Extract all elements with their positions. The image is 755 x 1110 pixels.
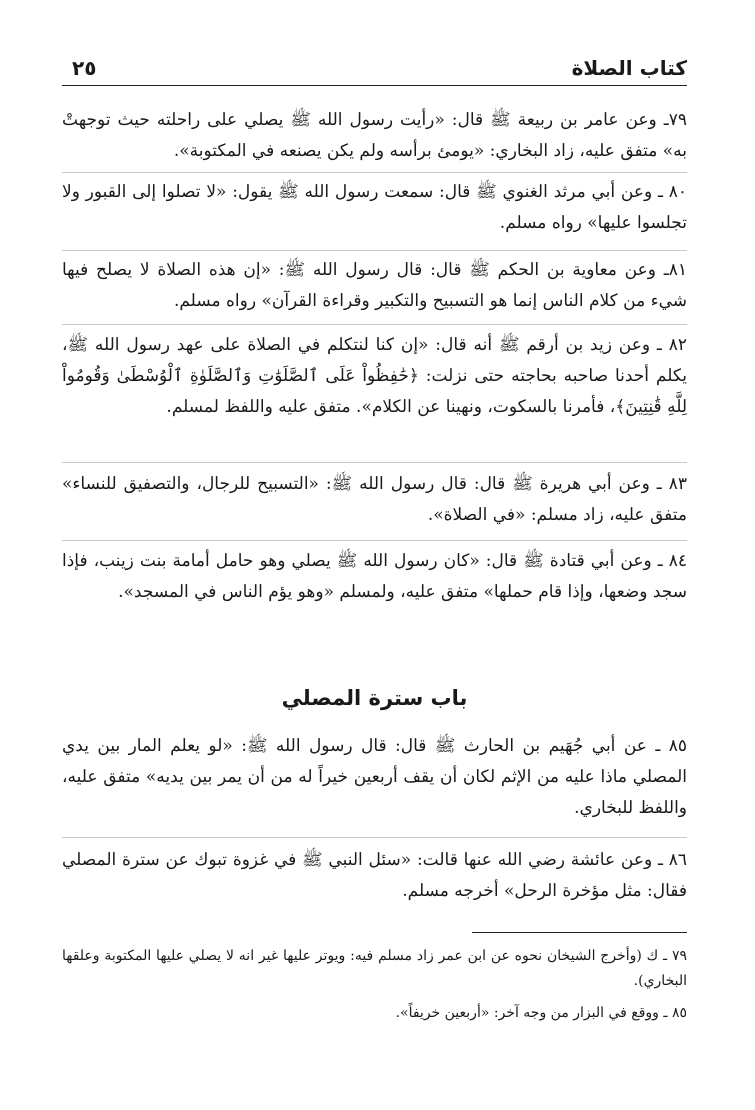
header-rule: [62, 85, 687, 86]
hadith-separator: [62, 540, 687, 541]
running-title: كتاب الصلاة: [571, 56, 687, 80]
book-page: [62, 0, 687, 1110]
hadith-81: ٨١ـ وعن معاوية بن الحكم ﷺ قال: قال رسول الله ﷺ: «إن هذه الصلاة لا يصلح فيها شيء من كلام الناس إنما هو التسبيح والتكبير وقراءة القرآن» رواه مسلم.: [62, 260, 687, 311]
hadith-79: ٧٩ـ وعن عامر بن ربيعة ﷺ قال: «رأيت رسول الله ﷺ يصلي على راحلته حيث توجهتْ به» متفق عليه، زاد البخاري: «يومئ برأسه ولم يكن يصنعه في المكتوبة».: [62, 110, 687, 161]
hadith-84: ٨٤ ـ وعن أبي قتادة ﷺ قال: «كان رسول الله ﷺ يصلي وهو حامل أمامة بنت زينب، فإذا سجد وضعها، وإذا قام حملها» متفق عليه، ولمسلم «وهو يؤم الناس في المسجد».: [62, 551, 687, 602]
hadith-85: ٨٥ ـ عن أبي جُهَيم بن الحارث ﷺ قال: قال رسول الله ﷺ: «لو يعلم المار بين يدي المصلي ماذا عليه من الإثم لكان أن يقف أربعين خيراً له من أن يمر بين يديه» متفق عليه، واللفظ للبخاري.: [62, 736, 687, 818]
page-header: [62, 52, 687, 86]
hadith-86: ٨٦ ـ وعن عائشة رضي الله عنها قالت: «سئل النبي ﷺ في غزوة تبوك عن سترة المصلي فقال: مثل مؤخرة الرحل» أخرجه مسلم.: [62, 850, 687, 901]
footnote-85: ٨٥ ـ ووقع في البزار من وجه آخر: «أربعين خريفاً».: [395, 1005, 687, 1021]
footnote-rule: [472, 932, 687, 933]
hadith-separator: [62, 250, 687, 251]
section-title: باب سترة المصلي: [281, 686, 468, 710]
hadith-separator: [62, 837, 687, 838]
hadith-separator: [62, 462, 687, 463]
hadith-83: ٨٣ ـ وعن أبي هريرة ﷺ قال: قال رسول الله ﷺ: «التسبيح للرجال، والتصفيق للنساء» متفق عليه، زاد مسلم: «في الصلاة».: [62, 474, 687, 525]
hadith-82: ٨٢ ـ وعن زيد بن أرقم ﷺ أنه قال: «إن كنا لنتكلم في الصلاة على عهد رسول الله ﷺ، يكلم أحدنا صاحبه بحاجته حتى نزلت: ﴿حَٰفِظُواْ عَلَى ٱلصَّلَوَٰتِ وَٱلصَّلَوٰةِ ٱلْوُسْطَىٰ وَقُومُواْ لِلَّهِ قَٰنِتِينَ﴾، فأمرنا بالسكوت، ونهينا عن الكلام». متفق عليه واللفظ لمسلم.: [62, 335, 687, 417]
hadith-separator: [62, 324, 687, 325]
hadith-80: ٨٠ ـ وعن أبي مرثد الغنوي ﷺ قال: سمعت رسول الله ﷺ يقول: «لا تصلوا إلى القبور ولا تجلسوا عليها» رواه مسلم.: [62, 182, 687, 233]
page-number: ٢٥: [72, 56, 97, 80]
footnote-79: ٧٩ ـ ك (وأخرج الشيخان نحوه عن ابن عمر زاد مسلم فيه: ويوتر عليها غير انه لا يصلي عليها المكتوبة وعلقها البخاري).: [62, 948, 687, 989]
hadith-separator: [62, 172, 687, 173]
